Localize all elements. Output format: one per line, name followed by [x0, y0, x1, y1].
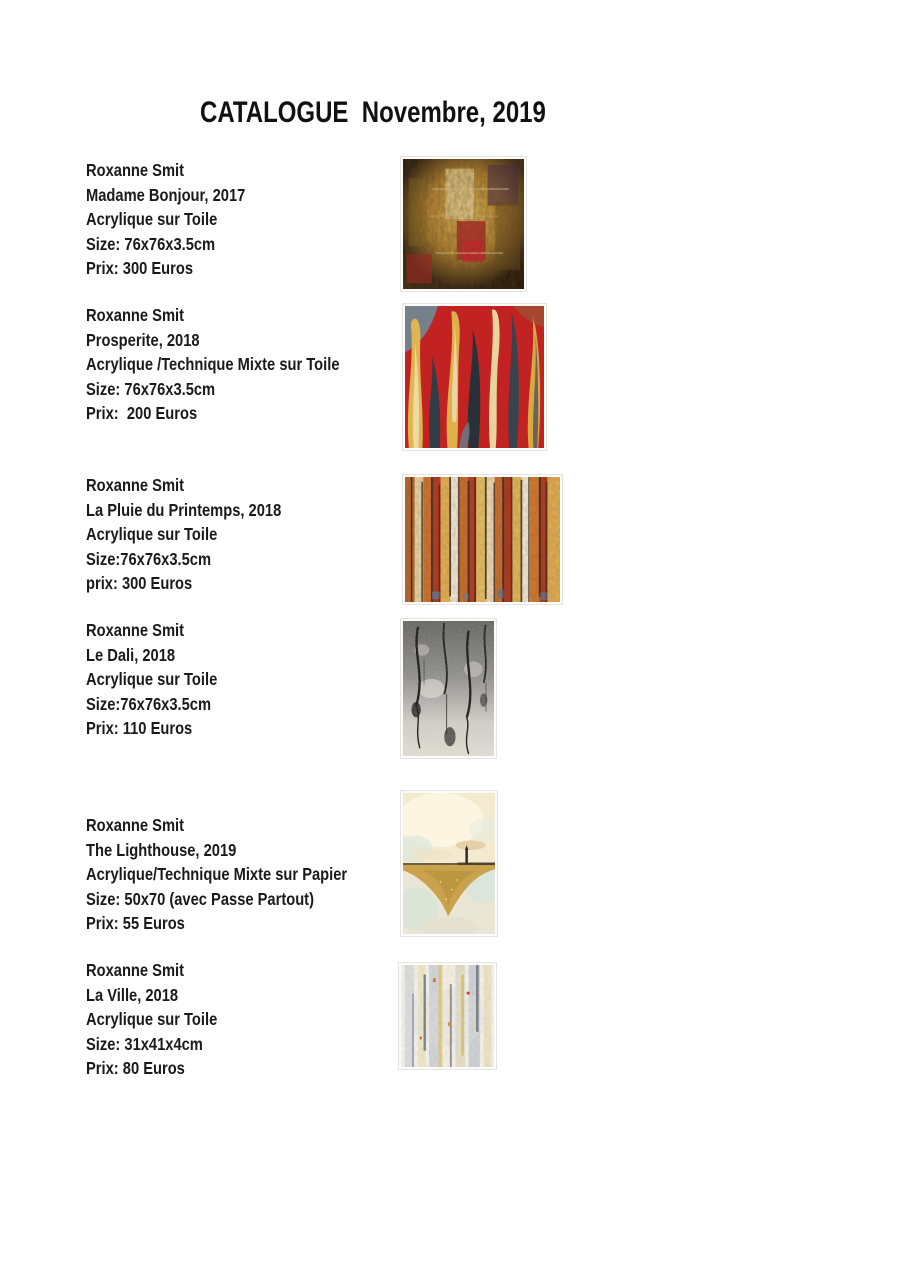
catalogue-entry: [86, 618, 406, 741]
artwork-size: Size: 76x76x3.5cm: [86, 378, 216, 399]
artwork-title: The Lighthouse, 2019: [86, 839, 237, 860]
catalogue-entry: [86, 158, 406, 281]
artwork-medium: Acrylique /Technique Mixte sur Toile: [86, 354, 340, 374]
artist-name: Roxanne Smit: [86, 620, 185, 640]
artwork-title: Le Dali, 2018: [86, 644, 176, 665]
artwork-image-la-ville: [398, 962, 497, 1070]
artwork-size: Size: 31x41x4cm: [86, 1033, 203, 1054]
artwork-title: Madame Bonjour, 2017: [86, 184, 246, 205]
artwork-price: Prix: 55 Euros: [86, 913, 185, 933]
artwork-size: Size: 50x70 (avec Passe Partout): [86, 888, 314, 909]
artwork-title: La Pluie du Printemps, 2018: [86, 499, 282, 520]
artwork-size: Size:76x76x3.5cm: [86, 548, 212, 569]
artist-name: Roxanne Smit: [86, 960, 185, 980]
page-title: CATALOGUE Novembre, 2019: [200, 96, 546, 129]
artwork-price: Prix: 300 Euros: [86, 258, 194, 278]
artwork-medium: Acrylique/Technique Mixte sur Papier: [86, 864, 348, 884]
artwork-price: Prix: 200 Euros: [86, 403, 198, 423]
artwork-image-prosperite: [402, 303, 547, 451]
artwork-image-the-lighthouse: [400, 790, 498, 937]
catalogue-entry: [86, 303, 406, 426]
artist-name: Roxanne Smit: [86, 815, 185, 835]
artwork-image-le-dali: [400, 618, 497, 759]
artist-name: Roxanne Smit: [86, 305, 185, 325]
catalogue-entry: [86, 813, 406, 936]
catalogue-entry: [86, 958, 406, 1081]
artwork-size: Size: 76x76x3.5cm: [86, 233, 216, 254]
artist-name: Roxanne Smit: [86, 160, 185, 180]
artwork-size: Size:76x76x3.5cm: [86, 693, 212, 714]
artwork-image-madame-bonjour: [400, 156, 527, 292]
artwork-medium: Acrylique sur Toile: [86, 524, 218, 544]
artwork-medium: Acrylique sur Toile: [86, 1009, 218, 1029]
artwork-image-la-pluie-du-printemps: [402, 474, 563, 605]
artwork-price: Prix: 80 Euros: [86, 1058, 185, 1078]
artwork-title: La Ville, 2018: [86, 984, 179, 1005]
artist-name: Roxanne Smit: [86, 475, 185, 495]
artwork-price: prix: 300 Euros: [86, 573, 193, 593]
catalogue-entry: [86, 473, 406, 596]
artwork-price: Prix: 110 Euros: [86, 718, 193, 738]
artwork-medium: Acrylique sur Toile: [86, 209, 218, 229]
artwork-title: Prosperite, 2018: [86, 329, 200, 350]
artwork-medium: Acrylique sur Toile: [86, 669, 218, 689]
